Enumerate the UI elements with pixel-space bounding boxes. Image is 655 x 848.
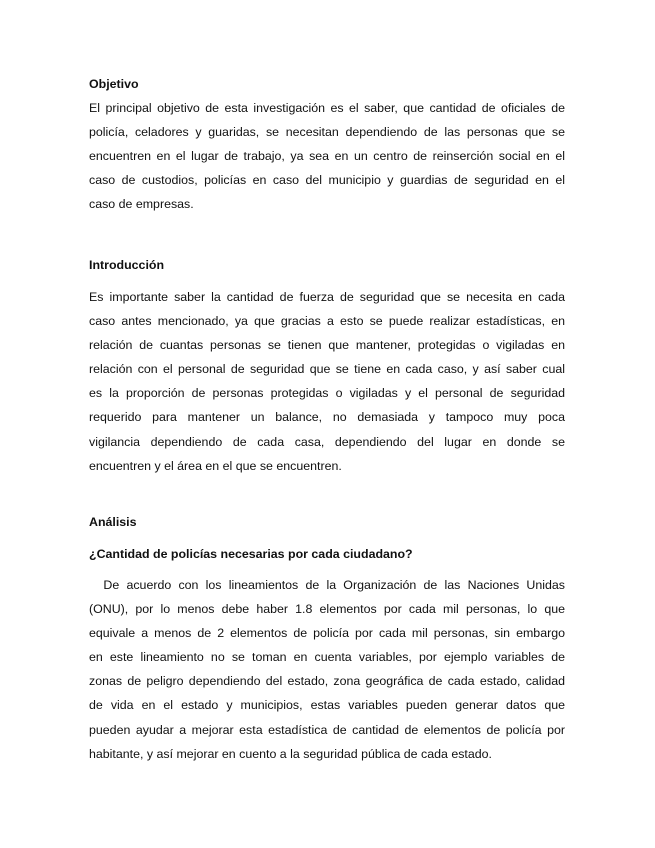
paragraph-objetivo — [89, 100, 565, 220]
text-line: es la proporción de personas protegidas o vigiladas y el personal de seguridad — [89, 386, 565, 401]
text-line: policía, celadores y guaridas, se necesitan dependiendo de las personas que se — [89, 125, 565, 140]
text-line: caso antes mencionado, ya que gracias a esto se puede realizar estadísticas, en — [89, 314, 565, 329]
text-line: encuentren en el lugar de trabajo, ya sea en un centro de reinserción social en el — [89, 149, 565, 164]
text-line: caso de empresas. — [89, 197, 194, 212]
text-line: relación con el personal de seguridad que se tiene en cada caso, y así saber cual — [89, 362, 565, 377]
text-line: zonas de peligro dependiendo del estado, zona geográfica de cada estado, calidad — [89, 674, 565, 689]
text-line: De acuerdo con los lineamientos de la Organización de las Naciones Unidas — [89, 578, 565, 592]
text-line: requerido para mantener un balance, no demasiada y tampoco muy poca — [89, 410, 565, 425]
text-line: Es importante saber la cantidad de fuerza de seguridad que se necesita en cada — [89, 290, 565, 304]
heading-analisis: Análisis — [89, 515, 137, 529]
text-line: encuentren y el área en el que se encuentren. — [89, 458, 342, 473]
text-line: (ONU), por lo menos debe haber 1.8 elementos por cada mil personas, lo que — [89, 602, 565, 617]
text-line: vigilancia dependiendo de cada casa, dependiendo del lugar en donde se — [89, 434, 565, 449]
text-line: pueden ayudar a mejorar esta estadística de cantidad de elementos de policía por — [89, 722, 565, 737]
paragraph-analisis — [89, 577, 565, 770]
text-line: relación de cuantas personas se tienen que mantener, protegidas o vigiladas en — [89, 338, 565, 353]
text-line: habitante, y así mejorar en cuento a la seguridad pública de cada estado. — [89, 746, 492, 761]
text-line: El principal objetivo de esta investigación es el saber, que cantidad de oficiales de — [89, 101, 565, 115]
text-line: equivale a menos de 2 elementos de policía por cada mil personas, sin embargo — [89, 626, 565, 641]
subheading-question: ¿Cantidad de policías necesarias por cada ciudadano? — [89, 547, 413, 561]
text-line: en este lineamiento no se toman en cuenta variables, por ejemplo variables de — [89, 650, 565, 665]
text-line: caso de custodios, policías en caso del municipio y guardias de seguridad en el — [89, 173, 565, 188]
paragraph-introduccion — [89, 289, 565, 482]
text-line: de vida en el estado y municipios, estas variables pueden generar datos que — [89, 698, 565, 713]
heading-introduccion: Introducción — [89, 258, 165, 272]
heading-objetivo: Objetivo — [89, 77, 139, 91]
